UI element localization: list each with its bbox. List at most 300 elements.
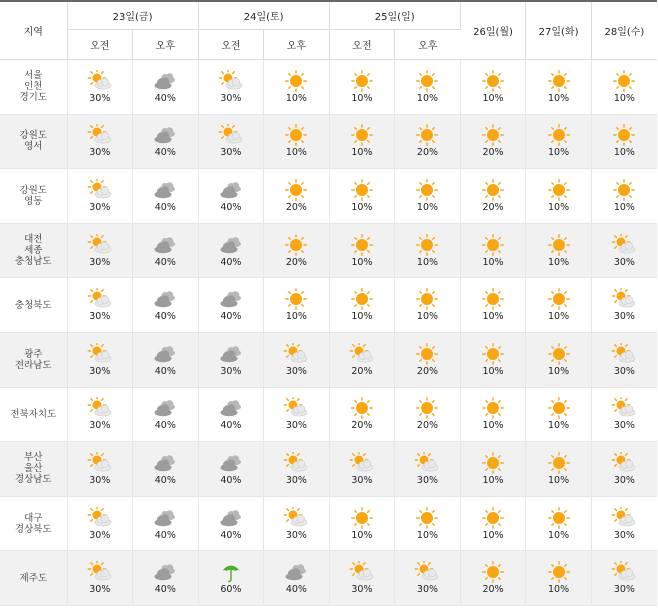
partly-cloudy-icon (87, 452, 113, 474)
precipitation-probability: 30% (613, 529, 635, 541)
forecast-cell (198, 169, 264, 224)
cloudy-icon (218, 288, 244, 310)
cloudy-icon (152, 561, 178, 583)
precipitation-probability: 10% (351, 201, 373, 213)
table-row (0, 496, 657, 551)
partly-cloudy-icon (283, 507, 309, 529)
precipitation-probability: 10% (613, 92, 635, 104)
precipitation-probability: 30% (416, 474, 439, 486)
forecast-cell (460, 332, 526, 387)
forecast-cell (67, 114, 133, 169)
sunny-icon (283, 179, 309, 201)
precipitation-probability: 10% (482, 365, 504, 377)
forecast-cell (591, 496, 657, 551)
precipitation-probability: 40% (154, 420, 176, 432)
precipitation-probability: 30% (613, 311, 635, 323)
precipitation-probability: 40% (154, 201, 176, 213)
precipitation-probability: 30% (285, 420, 307, 432)
precipitation-probability: 40% (154, 365, 176, 377)
partly-cloudy-icon (414, 561, 440, 583)
precipitation-probability: 10% (351, 529, 373, 541)
forecast-cell (198, 60, 264, 115)
region-label: 제주도 (0, 551, 67, 606)
precipitation-probability: 40% (285, 584, 307, 596)
cloudy-icon (218, 179, 244, 201)
precipitation-probability: 20% (482, 584, 504, 596)
partly-cloudy-icon (611, 288, 637, 310)
sunny-icon (546, 70, 572, 92)
partly-cloudy-icon (218, 124, 244, 146)
precipitation-probability: 30% (89, 201, 111, 213)
partly-cloudy-icon (87, 179, 113, 201)
region-label: 전북자치도 (0, 387, 67, 442)
sunny-icon (480, 452, 506, 474)
precipitation-probability: 10% (351, 92, 373, 104)
precipitation-probability: 20% (285, 201, 307, 213)
partly-cloudy-icon (349, 561, 375, 583)
precipitation-probability: 10% (416, 201, 439, 213)
precipitation-probability: 10% (548, 201, 570, 213)
forecast-cell (591, 114, 657, 169)
precipitation-probability: 10% (482, 92, 504, 104)
precipitation-probability: 40% (154, 92, 176, 104)
sunny-icon (349, 70, 375, 92)
sunny-icon (546, 124, 572, 146)
precipitation-probability: 20% (482, 147, 504, 159)
precipitation-probability: 30% (285, 365, 307, 377)
forecast-cell (526, 60, 592, 115)
precipitation-probability: 10% (613, 201, 635, 213)
forecast-cell (591, 332, 657, 387)
sunny-icon (414, 179, 440, 201)
cloudy-icon (152, 452, 178, 474)
forecast-cell (591, 442, 657, 497)
forecast-cell (526, 223, 592, 278)
precipitation-probability: 30% (613, 584, 635, 596)
cloudy-icon (283, 561, 309, 583)
forecast-cell (264, 551, 330, 606)
cloudy-icon (152, 124, 178, 146)
day-header: 23일(금) (67, 1, 198, 30)
forecast-cell (133, 387, 199, 442)
forecast-cell (591, 223, 657, 278)
forecast-cell (133, 60, 199, 115)
forecast-cell (329, 114, 395, 169)
precipitation-probability: 10% (285, 147, 307, 159)
cloudy-icon (218, 234, 244, 256)
cloudy-icon (218, 507, 244, 529)
precipitation-probability: 10% (285, 311, 307, 323)
forecast-cell (329, 551, 395, 606)
day-header: 27일(화) (526, 1, 592, 60)
precipitation-probability: 40% (154, 529, 176, 541)
forecast-cell (395, 60, 461, 115)
forecast-cell (133, 442, 199, 497)
table-row (0, 332, 657, 387)
region-label: 광주 전라남도 (0, 332, 67, 387)
forecast-cell (395, 114, 461, 169)
cloudy-icon (152, 343, 178, 365)
partly-cloudy-icon (611, 507, 637, 529)
precipitation-probability: 20% (285, 256, 307, 268)
precipitation-probability: 10% (548, 147, 570, 159)
sunny-icon (283, 70, 309, 92)
forecast-cell (133, 223, 199, 278)
precipitation-probability: 40% (220, 201, 242, 213)
table-row (0, 387, 657, 442)
forecast-cell (395, 169, 461, 224)
sunny-icon (414, 70, 440, 92)
sunny-icon (283, 234, 309, 256)
precipitation-probability: 10% (548, 256, 570, 268)
table-row (0, 223, 657, 278)
forecast-cell (395, 332, 461, 387)
forecast-cell (198, 332, 264, 387)
sunny-icon (480, 561, 506, 583)
partly-cloudy-icon (611, 561, 637, 583)
forecast-cell (198, 387, 264, 442)
precipitation-probability: 30% (89, 529, 111, 541)
precipitation-probability: 30% (220, 365, 242, 377)
sunny-icon (414, 397, 440, 419)
precipitation-probability: 10% (548, 420, 570, 432)
forecast-cell (460, 169, 526, 224)
precipitation-probability: 20% (351, 365, 373, 377)
forecast-cell (133, 496, 199, 551)
precipitation-probability: 10% (482, 420, 504, 432)
sunny-icon (546, 397, 572, 419)
forecast-cell (67, 60, 133, 115)
precipitation-probability: 30% (613, 256, 635, 268)
precipitation-probability: 20% (482, 201, 504, 213)
forecast-cell (329, 332, 395, 387)
forecast-cell (67, 169, 133, 224)
forecast-cell (460, 114, 526, 169)
precipitation-probability: 30% (351, 584, 373, 596)
sunny-icon (480, 234, 506, 256)
sunny-icon (414, 343, 440, 365)
forecast-cell (264, 278, 330, 333)
forecast-cell (133, 169, 199, 224)
am-header: 오전 (67, 30, 133, 60)
forecast-cell (460, 551, 526, 606)
am-header: 오전 (329, 30, 395, 60)
precipitation-probability: 10% (548, 365, 570, 377)
day-header: 28일(수) (591, 1, 657, 60)
sunny-icon (546, 179, 572, 201)
region-label: 대구 경상북도 (0, 496, 67, 551)
forecast-cell (67, 442, 133, 497)
precipitation-probability: 40% (220, 529, 242, 541)
precipitation-probability: 10% (351, 256, 373, 268)
forecast-cell (395, 551, 461, 606)
forecast-cell (460, 278, 526, 333)
forecast-cell (526, 169, 592, 224)
partly-cloudy-icon (87, 343, 113, 365)
precipitation-probability: 10% (482, 474, 504, 486)
table-row (0, 60, 657, 115)
precipitation-probability: 30% (285, 474, 307, 486)
cloudy-icon (152, 397, 178, 419)
precipitation-probability: 40% (154, 474, 176, 486)
precipitation-probability: 30% (220, 147, 242, 159)
cloudy-icon (152, 507, 178, 529)
table-body (0, 60, 657, 606)
table-row (0, 114, 657, 169)
precipitation-probability: 40% (154, 584, 176, 596)
forecast-cell (329, 169, 395, 224)
partly-cloudy-icon (611, 343, 637, 365)
forecast-cell (395, 387, 461, 442)
sunny-icon (611, 124, 637, 146)
pm-header: 오후 (264, 30, 330, 60)
precipitation-probability: 30% (613, 420, 635, 432)
forecast-cell (591, 278, 657, 333)
forecast-cell (526, 114, 592, 169)
forecast-cell (67, 278, 133, 333)
forecast-cell (133, 114, 199, 169)
precipitation-probability: 30% (613, 365, 635, 377)
precipitation-probability: 30% (416, 584, 439, 596)
sunny-icon (546, 561, 572, 583)
sunny-icon (546, 288, 572, 310)
precipitation-probability: 30% (351, 474, 373, 486)
precipitation-probability: 10% (548, 584, 570, 596)
am-header: 오전 (198, 30, 264, 60)
precipitation-probability: 30% (89, 92, 111, 104)
region-column-header: 지역 (0, 1, 67, 60)
partly-cloudy-icon (283, 397, 309, 419)
precipitation-probability: 40% (154, 311, 176, 323)
forecast-cell (198, 496, 264, 551)
forecast-cell (329, 442, 395, 497)
precipitation-probability: 30% (89, 365, 111, 377)
cloudy-icon (218, 452, 244, 474)
partly-cloudy-icon (87, 561, 113, 583)
day-header: 25일(일) (329, 1, 460, 30)
partly-cloudy-icon (414, 452, 440, 474)
precipitation-probability: 10% (416, 311, 439, 323)
forecast-cell (198, 551, 264, 606)
sunny-icon (611, 179, 637, 201)
forecast-cell (329, 278, 395, 333)
partly-cloudy-icon (218, 70, 244, 92)
forecast-cell (198, 114, 264, 169)
cloudy-icon (152, 179, 178, 201)
forecast-cell (67, 496, 133, 551)
precipitation-probability: 20% (416, 420, 439, 432)
forecast-cell (133, 278, 199, 333)
sunny-icon (349, 234, 375, 256)
precipitation-probability: 40% (154, 256, 176, 268)
region-label: 서울 인천 경기도 (0, 60, 67, 115)
partly-cloudy-icon (611, 234, 637, 256)
forecast-cell (264, 114, 330, 169)
region-label: 강원도 영동 (0, 169, 67, 224)
precipitation-probability: 60% (220, 584, 242, 596)
precipitation-probability: 20% (351, 420, 373, 432)
precipitation-probability: 10% (285, 92, 307, 104)
forecast-cell (460, 223, 526, 278)
sunny-icon (349, 397, 375, 419)
precipitation-probability: 30% (89, 147, 111, 159)
forecast-cell (264, 442, 330, 497)
sunny-icon (349, 179, 375, 201)
sunny-icon (480, 343, 506, 365)
table-row (0, 551, 657, 606)
sunny-icon (546, 343, 572, 365)
precipitation-probability: 10% (482, 311, 504, 323)
forecast-cell (264, 60, 330, 115)
forecast-cell (395, 278, 461, 333)
precipitation-probability: 10% (351, 311, 373, 323)
sunny-icon (349, 507, 375, 529)
sunny-icon (546, 452, 572, 474)
precipitation-probability: 30% (89, 256, 111, 268)
forecast-cell (329, 387, 395, 442)
forecast-cell (67, 223, 133, 278)
day-header: 26일(월) (460, 1, 526, 60)
day-header: 24일(토) (198, 1, 329, 30)
forecast-cell (526, 551, 592, 606)
precipitation-probability: 30% (285, 529, 307, 541)
forecast-cell (460, 60, 526, 115)
forecast-cell (67, 387, 133, 442)
forecast-cell (198, 442, 264, 497)
sunny-icon (414, 507, 440, 529)
precipitation-probability: 10% (548, 311, 570, 323)
sunny-icon (349, 288, 375, 310)
precipitation-probability: 30% (89, 474, 111, 486)
umbrella-icon (218, 561, 244, 583)
precipitation-probability: 10% (548, 474, 570, 486)
precipitation-probability: 10% (416, 529, 439, 541)
sunny-icon (283, 288, 309, 310)
forecast-cell (460, 442, 526, 497)
precipitation-probability: 10% (351, 147, 373, 159)
pm-header: 오후 (395, 30, 461, 60)
region-label: 대전 세종 충청남도 (0, 223, 67, 278)
forecast-cell (264, 496, 330, 551)
forecast-cell (133, 551, 199, 606)
sunny-icon (480, 124, 506, 146)
forecast-cell (329, 223, 395, 278)
cloudy-icon (218, 343, 244, 365)
table-row (0, 442, 657, 497)
partly-cloudy-icon (87, 70, 113, 92)
partly-cloudy-icon (283, 452, 309, 474)
precipitation-probability: 20% (416, 365, 439, 377)
forecast-cell (526, 442, 592, 497)
sunny-icon (480, 288, 506, 310)
sunny-icon (480, 397, 506, 419)
forecast-cell (67, 551, 133, 606)
sunny-icon (480, 507, 506, 529)
forecast-cell (526, 332, 592, 387)
partly-cloudy-icon (349, 343, 375, 365)
forecast-cell (264, 223, 330, 278)
cloudy-icon (152, 288, 178, 310)
forecast-cell (526, 278, 592, 333)
region-label: 충청북도 (0, 278, 67, 333)
partly-cloudy-icon (87, 288, 113, 310)
partly-cloudy-icon (349, 452, 375, 474)
precipitation-probability: 30% (613, 474, 635, 486)
precipitation-probability: 30% (89, 584, 111, 596)
partly-cloudy-icon (87, 507, 113, 529)
forecast-cell (591, 169, 657, 224)
partly-cloudy-icon (87, 397, 113, 419)
precipitation-probability: 10% (482, 256, 504, 268)
forecast-cell (460, 496, 526, 551)
forecast-cell (329, 60, 395, 115)
forecast-cell (460, 387, 526, 442)
partly-cloudy-icon (87, 234, 113, 256)
table-header (0, 1, 657, 60)
forecast-cell (67, 332, 133, 387)
precipitation-probability: 30% (89, 311, 111, 323)
pm-header: 오후 (133, 30, 199, 60)
precipitation-probability: 10% (613, 147, 635, 159)
forecast-cell (264, 169, 330, 224)
forecast-cell (591, 60, 657, 115)
sunny-icon (349, 124, 375, 146)
forecast-cell (526, 496, 592, 551)
precipitation-probability: 10% (548, 529, 570, 541)
partly-cloudy-icon (87, 124, 113, 146)
precipitation-probability: 30% (220, 92, 242, 104)
forecast-cell (198, 223, 264, 278)
forecast-cell (526, 387, 592, 442)
sunny-icon (546, 234, 572, 256)
precipitation-probability: 30% (89, 420, 111, 432)
forecast-cell (591, 551, 657, 606)
sunny-icon (611, 70, 637, 92)
sunny-icon (414, 288, 440, 310)
partly-cloudy-icon (611, 397, 637, 419)
sunny-icon (480, 179, 506, 201)
forecast-cell (329, 496, 395, 551)
region-label: 강원도 영서 (0, 114, 67, 169)
forecast-cell (395, 442, 461, 497)
precipitation-probability: 10% (416, 256, 439, 268)
forecast-cell (591, 387, 657, 442)
partly-cloudy-icon (611, 452, 637, 474)
forecast-cell (133, 332, 199, 387)
precipitation-probability: 40% (154, 147, 176, 159)
cloudy-icon (218, 397, 244, 419)
forecast-cell (198, 278, 264, 333)
sunny-icon (414, 234, 440, 256)
region-label: 부산 울산 경상남도 (0, 442, 67, 497)
sunny-icon (480, 70, 506, 92)
precipitation-probability: 10% (482, 529, 504, 541)
cloudy-icon (152, 70, 178, 92)
forecast-cell (264, 387, 330, 442)
cloudy-icon (152, 234, 178, 256)
sunny-icon (283, 124, 309, 146)
precipitation-probability: 40% (220, 420, 242, 432)
precipitation-probability: 40% (220, 311, 242, 323)
sunny-icon (546, 507, 572, 529)
forecast-cell (395, 496, 461, 551)
forecast-cell (395, 223, 461, 278)
table-row (0, 169, 657, 224)
precipitation-probability: 20% (416, 147, 439, 159)
precipitation-probability: 40% (220, 474, 242, 486)
forecast-cell (264, 332, 330, 387)
sunny-icon (414, 124, 440, 146)
